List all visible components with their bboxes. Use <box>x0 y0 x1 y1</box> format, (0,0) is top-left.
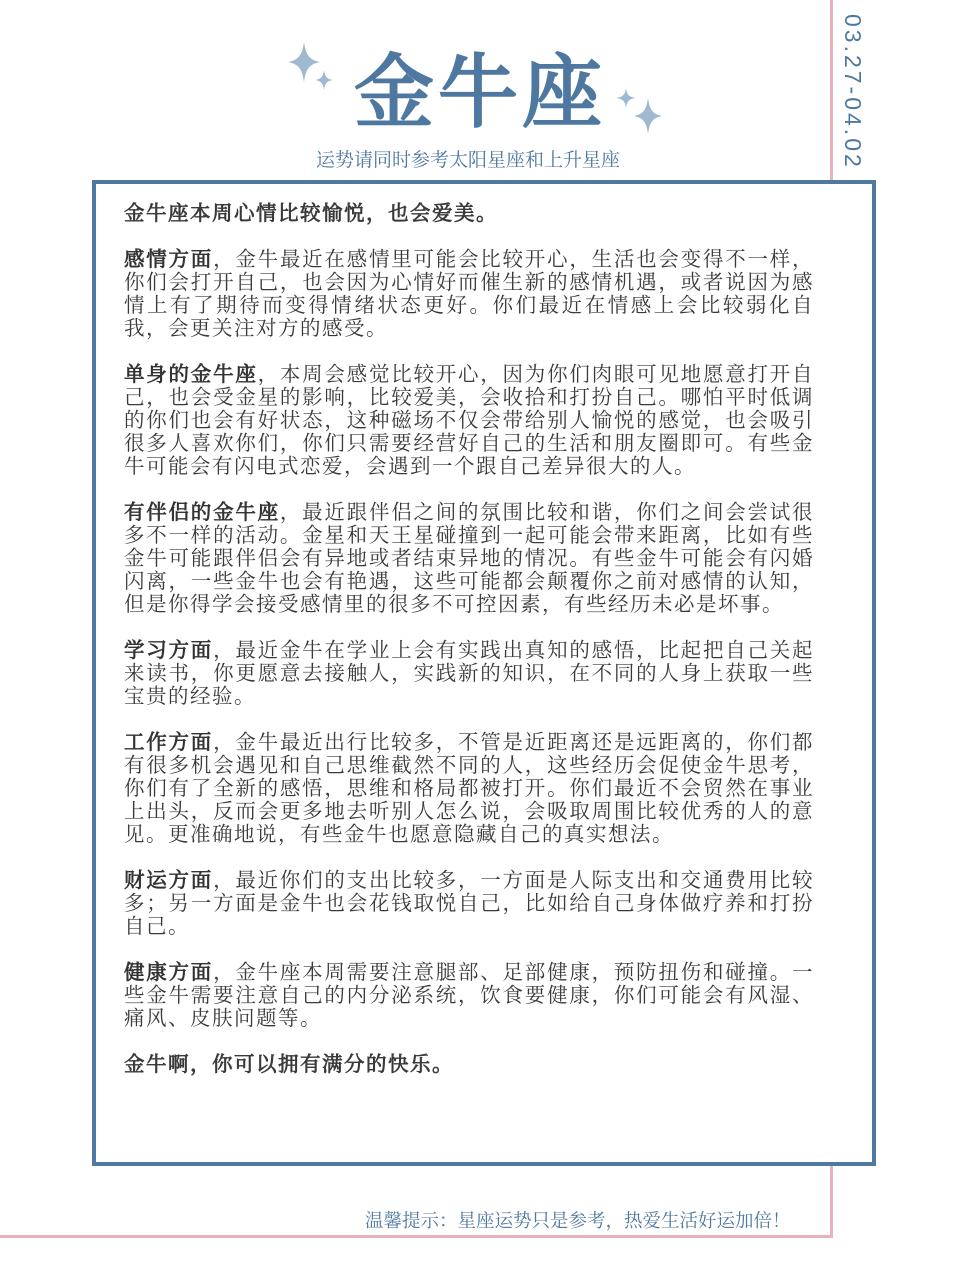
warm-tip: 温馨提示：星座运势只是参考，热爱生活好运加倍！ <box>365 1211 791 1232</box>
date-range: 03.27-04.02 <box>840 14 866 170</box>
subtitle: 运势请同时参考太阳星座和上升星座 <box>315 149 620 171</box>
closing-line: 金牛啊，你可以拥有满分的快乐。 <box>124 1052 454 1076</box>
section-heading: 学习方面 <box>124 638 214 662</box>
pink-horizontal-line <box>0 1235 833 1238</box>
section-text: ，金牛最近在感情里可能会比较开心，生活也会变得不一样，你们会打开自己，也会因为心情好而催生新的感情机遇，或者说因为感情上有了期待而变得情绪状态更好。你们最近在情感上会比较弱化自我，会更关注对方的感受。 <box>124 247 815 340</box>
page-title: 金牛座 <box>354 46 606 139</box>
section-paragraph <box>124 248 814 340</box>
section-text: ，本周会感觉比较开心，因为你们肉眼可见地愿意打开自己，也会受金星的影响，比较爱美，会收拾和打扮自己。哪怕平时低调的你们也会有好状态，这种磁场不仅会带给别人愉悦的感觉，也会吸引很多人喜欢你们，你们只需要经营好自己的生活和朋友圈即可。有些金牛可能会有闪电式恋爱，会遇到一个跟自己差异很大的人。 <box>124 362 815 478</box>
section-text: ，金牛最近出行比较多，不管是近距离还是远距离的，你们都有很多机会遇见和自己思维截然不同的人，这些经历会促使金牛思考，你们有了全新的感悟，思维和格局都被打开。你们最近不会贸然在事业上出头，反而会更多地去听别人怎么说，会吸取周围比较优秀的人的意见。更准确地说，有些金牛也愿意隐藏自己的真实想法。 <box>124 730 815 846</box>
section-heading: 工作方面 <box>124 730 214 754</box>
section-text: ，最近你们的支出比较多，一方面是人际支出和交通费用比较多；另一方面是金牛也会花钱取悦自己，比如给自己身体做疗养和打扮自己。 <box>124 868 815 938</box>
section-text: ，金牛座本周需要注意腿部、足部健康，预防扭伤和碰撞。一些金牛需要注意自己的内分泌系统，饮食要健康，你们可能会有风湿、痛风、皮肤问题等。 <box>124 960 815 1030</box>
section-heading: 财运方面 <box>124 868 214 892</box>
section-heading: 健康方面 <box>124 960 214 984</box>
section-paragraph <box>124 961 814 1030</box>
section-heading: 有伴侣的金牛座 <box>124 500 280 524</box>
section-text: ，最近金牛在学业上会有实践出真知的感悟，比起把自己关起来读书，你更愿意去接触人，实践新的知识，在不同的人身上获取一些宝贵的经验。 <box>124 638 815 708</box>
intro-line: 金牛座本周心情比较愉悦，也会爱美。 <box>124 201 498 225</box>
section-heading: 感情方面 <box>124 247 214 271</box>
section-paragraph <box>124 501 814 616</box>
section-heading: 单身的金牛座 <box>124 362 258 386</box>
content-panel <box>92 180 876 1166</box>
horoscope-text <box>124 202 814 1099</box>
section-paragraph <box>124 363 814 478</box>
section-paragraph <box>124 639 814 708</box>
section-text: ，最近跟伴侣之间的氛围比较和谐，你们之间会尝试很多不一样的活动。金星和天王星碰撞到一起可能会带来距离，比如有些金牛可能跟伴侣会有异地或者结束异地的情况。有些金牛可能会有闪婚闪离，一些金牛也会有艳遇，这些可能都会颠覆你之前对感情的认知，但是你得学会接受感情里的很多不可控因素，有些经历未必是坏事。 <box>124 500 815 616</box>
section-paragraph <box>124 869 814 938</box>
section-paragraph <box>124 731 814 846</box>
